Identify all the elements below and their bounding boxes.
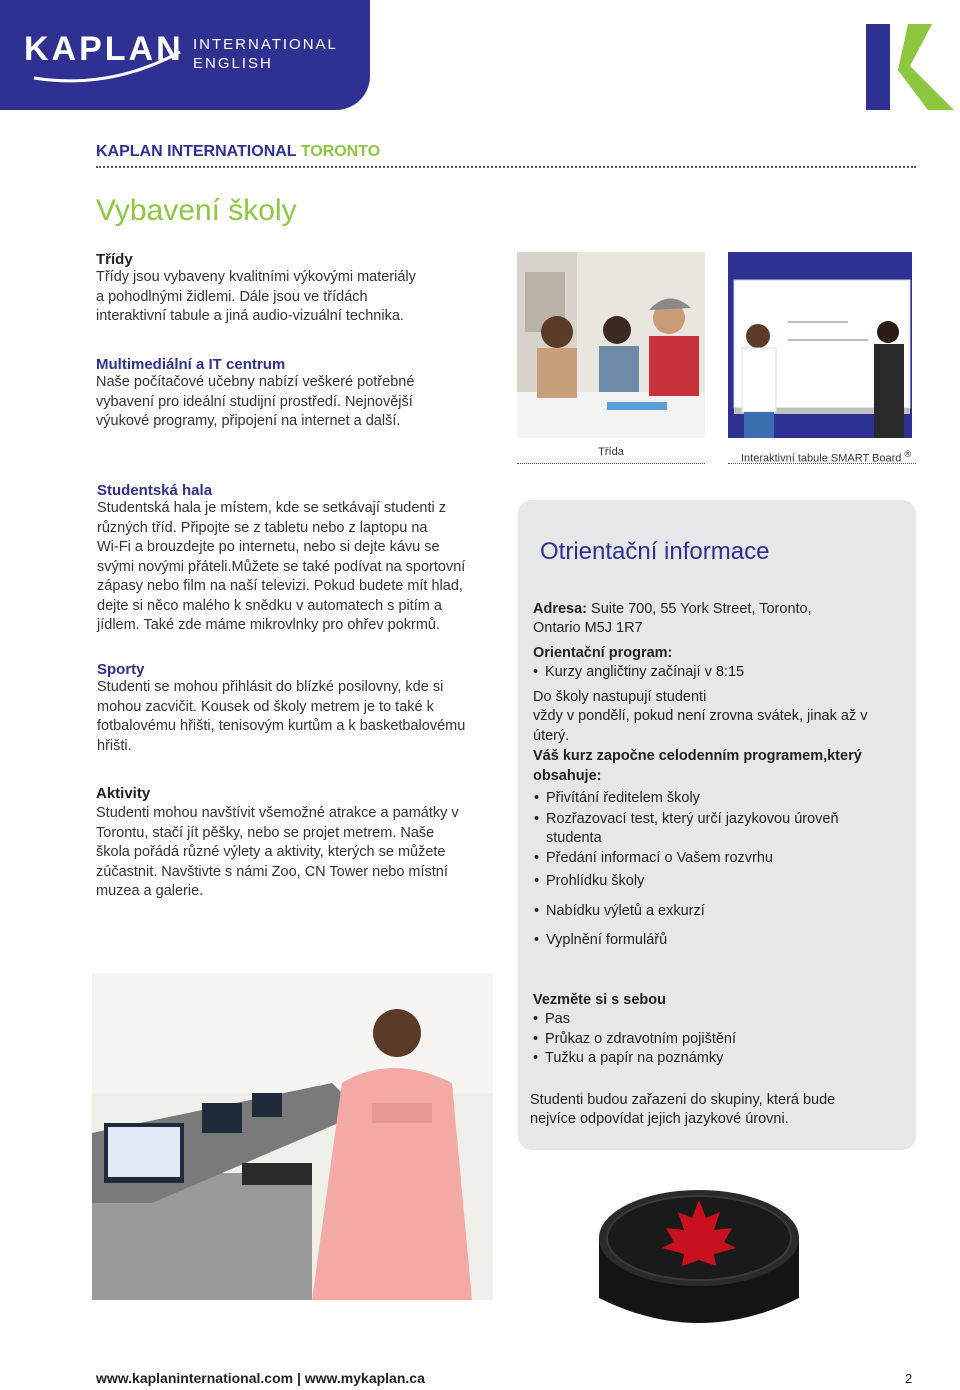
footer-links[interactable]: www.kaplaninternational.com | www.mykaplan.ca <box>96 1370 425 1386</box>
list-item: • Rozřazovací test, který určí jazykovou úroveň <box>534 810 904 829</box>
divider <box>96 166 916 168</box>
list-item: • Tužku a papír na poznámky <box>533 1049 736 1069</box>
section-heading: Studentská hala <box>97 482 213 499</box>
list-item: • Předání informací o Vašem rozvrhu <box>534 849 904 872</box>
section-heading: Aktivity <box>96 785 151 802</box>
bring-label: Vezměte si s sebou <box>533 992 666 1008</box>
section-line: hřišti. <box>97 737 132 754</box>
section-heading: Multimediální a IT centrum <box>96 356 286 373</box>
course-label-1: Váš kurz započne celodenním programem,který <box>533 748 862 764</box>
logo-subtitle-1: INTERNATIONAL <box>193 36 338 53</box>
classroom-photo <box>517 252 705 438</box>
section-line: Naše počítačové učebny nabízí veškeré potřebné <box>96 374 415 390</box>
list-item: • Přivítání ředitelem školy <box>534 789 904 810</box>
section-heading: Sporty <box>97 661 145 678</box>
section-hala <box>97 482 507 636</box>
section-line: Studentská hala je místem, kde se setkávají studenti z <box>97 500 446 516</box>
closing-line-1: Studenti budou zařazeni do skupiny, která bude <box>530 1092 836 1108</box>
section-line: zápasy nebo film na naší televizi. Pokud budete mít hlad, <box>97 578 463 594</box>
board-caption-text: Interaktivní tabule SMART Board <box>741 452 902 465</box>
list-item-continuation: studenta <box>546 830 602 846</box>
kaplan-k-logo-icon <box>864 24 956 112</box>
section-line: Studenti mohou navštívit všemožné atrakce a památky v <box>96 805 459 821</box>
list-item: • Kurzy angličtiny začínají v 8:15 <box>533 663 744 683</box>
list-item: • Průkaz o zdravotním pojištění <box>533 1030 736 1050</box>
site-title-city: TORONTO <box>300 143 381 160</box>
site-title-school: KAPLAN INTERNATIONAL <box>96 143 297 160</box>
program-label: Orientační program: <box>533 645 673 661</box>
section-tridy <box>96 251 496 327</box>
section-line: jídlem. Také zde máme mikrovlnky pro ohřev pokrmů. <box>97 617 441 633</box>
address-value: Suite 700, 55 York Street, Toronto, <box>591 601 812 617</box>
section-line: a pohodlnými židlemi. Dále jsou ve třídách <box>96 288 368 305</box>
course-list <box>534 789 904 951</box>
start-line-2: vždy v pondělí, pokud není zrovna svátek, jinak až v <box>533 708 868 724</box>
section-line: Třídy jsou vybaveny kvalitními výkovými materiály <box>96 269 416 285</box>
list-item: • Nabídku výletů a exkurzí <box>534 902 904 931</box>
section-line: interaktivní tabule a jiná audio-vizuální technika. <box>96 308 404 324</box>
list-item: • Prohlídku školy <box>534 872 904 902</box>
section-aktivity <box>96 785 506 902</box>
section-line: škola pořádá různé výlety a aktivity, kterých se můžete <box>96 844 446 860</box>
section-heading: Třídy <box>96 251 133 268</box>
section-line: zúčastnit. Navštivte s námi Zoo, CN Tower nebo místní <box>96 863 448 880</box>
section-line: vybavení pro ideální studijní prostředí. Nejnovější <box>96 393 413 410</box>
page-title: Vybavení školy <box>96 194 297 227</box>
logo-wordmark: KAPLAN <box>24 30 184 68</box>
site-title <box>96 143 380 161</box>
registered-mark: ® <box>904 449 912 459</box>
section-line: výukové programy, připojení na internet a další. <box>96 413 401 429</box>
caption-rule <box>728 463 916 464</box>
section-sporty <box>97 661 507 756</box>
address-line-2: Ontario M5J 1R7 <box>533 620 643 636</box>
section-line: různých tříd. Připojte se z tabletu nebo z laptopu na <box>97 519 428 536</box>
list-item: • Vyplnění formulářů <box>534 931 904 951</box>
course-label-2: obsahuje: <box>533 768 602 784</box>
page-number: 2 <box>905 1371 913 1386</box>
info-title: Otrientační informace <box>540 538 770 565</box>
computer-lab-photo <box>92 973 493 1300</box>
list-item: • Pas <box>533 1010 736 1030</box>
address-line-1 <box>533 600 812 620</box>
section-line: mohou zacvičit. Kousek od školy metrem je to také k <box>97 698 434 715</box>
logo-subtitle-2: ENGLISH <box>193 55 273 72</box>
section-multimedia <box>96 356 496 432</box>
hockey-puck-image <box>596 1188 802 1346</box>
section-line: Studenti se mohou přihlásit do blízké posilovny, kde si <box>97 679 444 695</box>
section-line: muzea a galerie. <box>96 883 204 899</box>
start-line-1: Do školy nastupují studenti <box>533 689 707 705</box>
smartboard-photo <box>728 252 912 438</box>
section-line: dejte si něco malého k snědku v automatech s pitím a <box>97 597 442 614</box>
address-label: Adresa: <box>533 601 587 617</box>
program-list <box>533 663 744 683</box>
section-line: fotbalovému hřišti, tenisovým kurtům a k basketbalovému <box>97 718 466 734</box>
section-line: svými novými přáteli.Můžete se také podívat na sportovní <box>97 558 466 575</box>
start-line-3: úterý. <box>533 728 570 744</box>
caption-rule <box>517 463 705 464</box>
section-line: Torontu, stačí jít pěšky, nebo se projet metrem. Naše <box>96 824 435 841</box>
closing-line-2: nejvíce odpovídat jejich jazykové úrovni. <box>530 1111 789 1127</box>
section-line: Wi-Fi a brouzdejte po internetu, nebo si dejte kávu se <box>97 539 440 555</box>
classroom-caption: Třída <box>598 446 624 458</box>
bring-list <box>533 1010 736 1069</box>
